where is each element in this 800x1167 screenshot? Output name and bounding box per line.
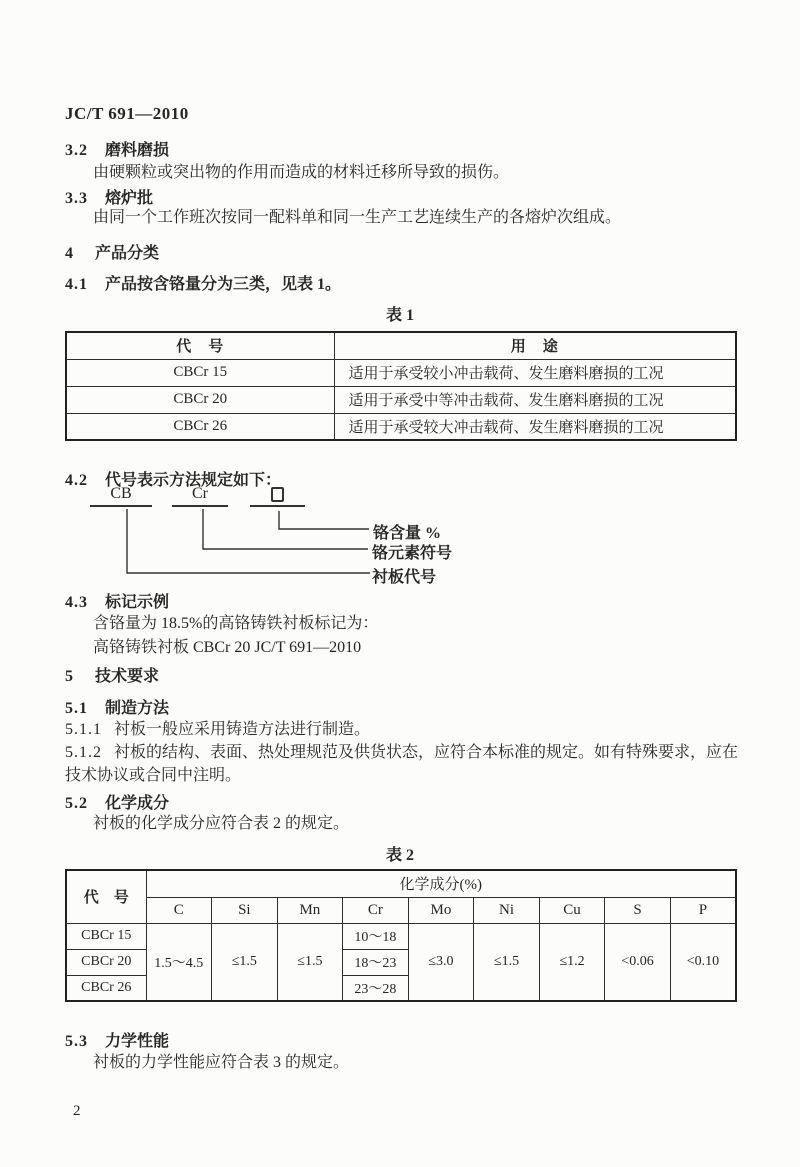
label-liner-code: 衬板代号 (372, 569, 437, 586)
clause-4-1-heading (65, 271, 341, 294)
table1-code-cell: CBCr 15 (66, 359, 334, 386)
clause-number: 3.3 (65, 190, 88, 207)
table2-si-value: ≤1.5 (212, 923, 278, 1001)
table2-cr-value: 18～23 (343, 949, 409, 975)
clause-5-1-heading (65, 695, 169, 718)
table2-cu-value: ≤1.2 (539, 923, 605, 1001)
clause-number: 3.2 (65, 142, 88, 159)
clause-3-3-body: 由同一个工作班次按同一配料单和同一生产工艺连续生产的各熔炉次组成。 (93, 209, 622, 226)
clause-5-2-heading (65, 790, 169, 813)
table2-mo-value: ≤3.0 (408, 923, 474, 1001)
clause-title: 化学成分 (105, 795, 170, 812)
clause-number: 5 (65, 668, 74, 685)
clause-4-3-heading (65, 589, 169, 612)
table2-p-value: <0.10 (670, 923, 736, 1001)
table2-code-cell: CBCr 20 (66, 949, 146, 975)
table2-header-code: 代 号 (66, 870, 146, 923)
table2-col-mn: Mn (277, 897, 343, 923)
table-row (66, 359, 736, 386)
clause-title: 制造方法 (105, 700, 170, 717)
clause-title: 标记示例 (105, 594, 170, 611)
clause-4-heading (65, 240, 159, 263)
clause-title: 力学性能 (105, 1033, 170, 1050)
clause-title: 代号表示方法规定如下： (105, 472, 282, 489)
table2-col-cu: Cu (539, 897, 605, 923)
table2-col-mo: Mo (408, 897, 474, 923)
table2-col-si: Si (212, 897, 278, 923)
clause-3-2-body: 由硬颗粒或突出物的作用而造成的材料迁移所导致的损伤。 (93, 164, 510, 181)
clause-number: 5.2 (65, 795, 88, 812)
table2-cr-value: 10～18 (343, 923, 409, 949)
table2-code-cell: CBCr 15 (66, 923, 146, 949)
code-notation-diagram (65, 483, 495, 591)
table2-col-s: S (605, 897, 671, 923)
clause-5-1-2 (65, 741, 741, 787)
table1-use-cell: 适用于承受较大冲击载荷、发生磨料磨损的工况 (334, 413, 736, 440)
clause-body: 衬板一般应采用铸造方法进行制造。 (114, 721, 371, 738)
table2-col-p: P (670, 897, 736, 923)
table-row (66, 923, 736, 949)
label-chromium-content: 铬含量 % (373, 525, 442, 542)
table2-ni-value: ≤1.5 (474, 923, 540, 1001)
table-row (66, 413, 736, 440)
table2-col-cr: Cr (343, 897, 409, 923)
clause-number: 5.3 (65, 1033, 88, 1050)
table-2 (65, 869, 737, 1002)
table-row (66, 870, 736, 897)
clause-title: 技术要求 (95, 668, 160, 685)
table2-col-c: C (146, 897, 212, 923)
table-row (66, 332, 736, 359)
table1-header-use: 用 途 (334, 332, 736, 359)
code-part-cb: CB (90, 485, 152, 507)
table-row (66, 897, 736, 923)
standard-code: JC/T 691—2010 (65, 104, 189, 123)
code-part-placeholder (250, 485, 305, 507)
page-number: 2 (73, 1103, 81, 1119)
clause-number: 5.1.2 (65, 744, 102, 761)
clause-title: 磨料磨损 (105, 142, 170, 159)
clause-number: 4 (65, 245, 74, 262)
clause-5-2-body: 衬板的化学成分应符合表 2 的规定。 (93, 815, 350, 832)
table-row (66, 386, 736, 413)
table2-code-cell: CBCr 26 (66, 975, 146, 1001)
table-1 (65, 331, 737, 441)
clause-3-2-heading (65, 137, 169, 160)
label-chromium-symbol: 铬元素符号 (372, 545, 453, 562)
clause-title: 产品分类 (95, 245, 160, 262)
clause-5-3-body: 衬板的力学性能应符合表 3 的规定。 (93, 1054, 350, 1071)
clause-number: 4.2 (65, 472, 88, 489)
clause-5-3-heading (65, 1028, 169, 1051)
clause-title: 熔炉批 (105, 190, 154, 207)
clause-number: 4.1 (65, 276, 88, 293)
clause-number: 5.1.1 (65, 721, 102, 738)
table1-use-cell: 适用于承受中等冲击载荷、发生磨料磨损的工况 (334, 386, 736, 413)
table2-col-ni: Ni (474, 897, 540, 923)
table2-c-value: 1.5～4.5 (146, 923, 212, 1001)
table2-cr-value: 23～28 (343, 975, 409, 1001)
table1-header-code: 代 号 (66, 332, 334, 359)
clause-4-3-line1: 含铬量为 18.5%的高铬铸铁衬板标记为： (93, 615, 379, 632)
table1-code-cell: CBCr 26 (66, 413, 334, 440)
placeholder-box-icon (271, 487, 284, 502)
code-part-cr: Cr (172, 485, 228, 507)
clause-3-3-heading (65, 185, 153, 208)
clause-4-3-line2: 高铬铸铁衬板 CBCr 20 JC/T 691—2010 (93, 639, 362, 656)
clause-number: 5.1 (65, 700, 88, 717)
table-2-caption: 表 2 (385, 847, 414, 864)
clause-5-heading (65, 663, 159, 686)
table1-code-cell: CBCr 20 (66, 386, 334, 413)
clause-title: 产品按含铬量分为三类，见表 1。 (105, 276, 342, 293)
table2-s-value: <0.06 (605, 923, 671, 1001)
table2-header-group: 化学成分(%) (146, 870, 736, 897)
table2-mn-value: ≤1.5 (277, 923, 343, 1001)
clause-number: 4.3 (65, 594, 88, 611)
table-1-caption: 表 1 (385, 307, 414, 324)
clause-5-1-1 (65, 718, 370, 741)
table1-use-cell: 适用于承受较小冲击载荷、发生磨料磨损的工况 (334, 359, 736, 386)
clause-body: 衬板的结构、表面、热处理规范及供货状态，应符合本标准的规定。如有特殊要求，应在技术协议或合同中注明。 (65, 744, 739, 784)
